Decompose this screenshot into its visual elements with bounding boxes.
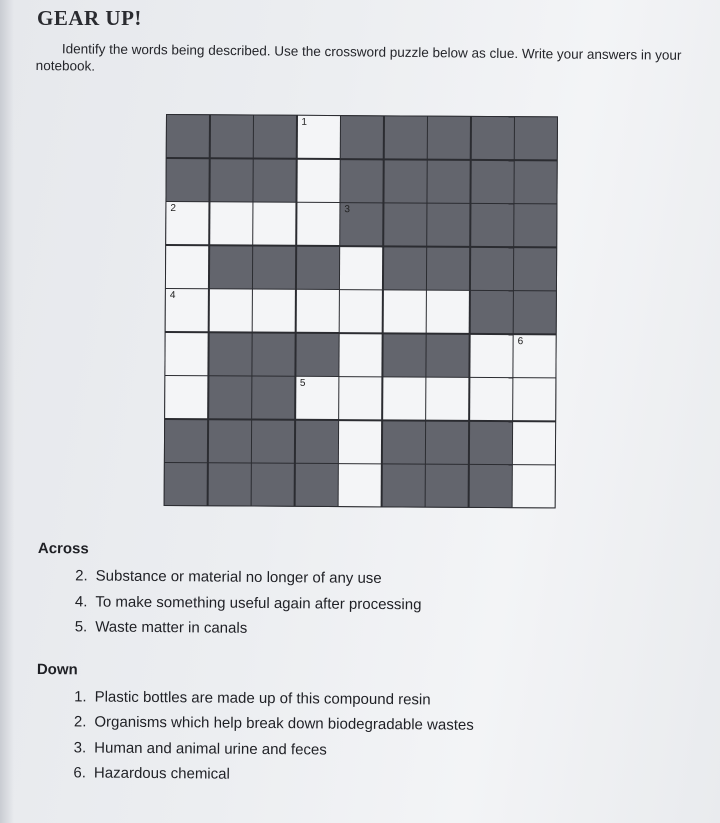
crossword-block-cell <box>471 117 513 159</box>
clue-text: Organisms which help break down biodegradable wastes <box>94 713 474 734</box>
crossword-block-cell <box>427 160 469 202</box>
crossword-block-cell <box>252 420 294 462</box>
crossword-answer-cell[interactable] <box>210 202 252 244</box>
across-list <box>37 563 638 645</box>
crossword-answer-cell[interactable] <box>297 116 339 158</box>
crossword-block-cell <box>209 333 251 375</box>
crossword-block-cell <box>384 203 426 245</box>
crossword-answer-cell[interactable] <box>513 335 555 377</box>
crossword-block-cell <box>165 420 207 462</box>
crossword-answer-cell[interactable] <box>339 421 381 463</box>
down-list <box>36 683 637 790</box>
crossword-block-cell <box>340 160 382 202</box>
cell-number: 1 <box>301 116 308 128</box>
crossword-answer-cell[interactable] <box>340 290 382 332</box>
crossword-block-cell <box>253 246 295 288</box>
crossword-answer-cell[interactable] <box>513 378 555 420</box>
crossword-block-cell <box>471 160 513 202</box>
crossword-block-cell <box>252 377 294 419</box>
clue-number: 2. <box>73 713 87 731</box>
clue-number: 2. <box>75 567 88 585</box>
page-title: GEAR UP! <box>37 6 142 30</box>
crossword-block-cell <box>382 421 424 463</box>
down-heading: Down <box>36 660 78 678</box>
crossword-block-cell <box>167 115 209 157</box>
crossword-block-cell <box>471 204 513 246</box>
crossword-answer-cell[interactable] <box>339 377 381 419</box>
clue-text: Plastic bottles are made up of this compound resin <box>94 688 431 708</box>
crossword-block-cell <box>252 333 294 375</box>
crossword-block-cell <box>340 203 382 245</box>
crossword-answer-cell[interactable] <box>339 464 381 506</box>
cell-number: 2 <box>170 203 177 215</box>
crossword-answer-cell[interactable] <box>426 378 468 420</box>
crossword-block-cell <box>166 159 208 201</box>
clue-number: 3. <box>73 738 87 756</box>
crossword-block-cell <box>208 463 250 505</box>
crossword-block-cell <box>514 161 556 203</box>
down-clue-6 <box>36 760 636 791</box>
crossword-answer-cell[interactable] <box>296 377 338 419</box>
page-shadow-edge <box>0 0 14 823</box>
crossword-answer-cell[interactable] <box>427 291 469 333</box>
crossword-block-cell <box>426 421 468 463</box>
crossword-block-cell <box>426 465 468 507</box>
crossword-block-cell <box>469 465 511 507</box>
crossword-answer-cell[interactable] <box>165 333 207 375</box>
down-block <box>36 660 637 790</box>
crossword-answer-cell[interactable] <box>470 378 512 420</box>
crossword-block-cell <box>469 421 511 463</box>
crossword-answer-cell[interactable] <box>166 202 208 244</box>
crossword-answer-cell[interactable] <box>166 289 208 331</box>
clue-number: 6. <box>73 764 87 782</box>
crossword-block-cell <box>427 204 469 246</box>
clue-number: 4. <box>74 592 88 610</box>
across-clue-5 <box>37 614 637 645</box>
crossword-answer-cell[interactable] <box>383 290 425 332</box>
crossword-answer-cell[interactable] <box>166 246 208 288</box>
crossword-block-cell <box>427 247 469 289</box>
crossword-block-cell <box>210 115 252 157</box>
crossword-answer-cell[interactable] <box>165 376 207 418</box>
crossword-block-cell <box>514 291 556 333</box>
crossword-block-cell <box>382 464 424 506</box>
crossword-block-cell <box>514 248 556 290</box>
crossword-answer-cell[interactable] <box>297 159 339 201</box>
clues-section <box>36 540 638 791</box>
crossword-grid <box>164 114 558 508</box>
clue-text: To make something useful again after processing <box>95 593 422 613</box>
crossword-answer-cell[interactable] <box>296 290 338 332</box>
across-heading: Across <box>37 540 89 558</box>
clue-text: Substance or material no longer of any use <box>95 567 382 588</box>
crossword-answer-cell[interactable] <box>339 334 381 376</box>
crossword-block-cell <box>514 204 556 246</box>
crossword-block-cell <box>296 333 338 375</box>
crossword-answer-cell[interactable] <box>470 334 512 376</box>
crossword-block-cell <box>210 159 252 201</box>
crossword-block-cell <box>383 334 425 376</box>
crossword-block-cell <box>209 246 251 288</box>
clue-text: Hazardous chemical <box>93 764 230 783</box>
cell-number: 3 <box>344 204 351 216</box>
crossword-block-cell <box>209 376 251 418</box>
crossword-block-cell <box>253 159 295 201</box>
crossword-block-cell <box>383 247 425 289</box>
crossword-block-cell <box>295 420 337 462</box>
clue-text: Human and animal urine and feces <box>94 738 327 759</box>
crossword-answer-cell[interactable] <box>209 289 251 331</box>
crossword-answer-cell[interactable] <box>513 465 555 507</box>
crossword-block-cell <box>470 247 512 289</box>
cell-number: 4 <box>169 290 176 302</box>
clue-text: Waste matter in canals <box>95 618 248 637</box>
crossword-block-cell <box>341 116 383 158</box>
crossword-answer-cell[interactable] <box>340 247 382 289</box>
crossword-block-cell <box>208 420 250 462</box>
crossword-answer-cell[interactable] <box>253 203 295 245</box>
crossword-block-cell <box>252 464 294 506</box>
clue-number: 1. <box>74 687 87 705</box>
crossword-block-cell <box>295 464 337 506</box>
cell-number: 6 <box>517 335 524 347</box>
crossword-answer-cell[interactable] <box>513 422 555 464</box>
instructions-text <box>36 40 696 81</box>
crossword-block-cell <box>426 334 468 376</box>
across-block <box>37 540 638 645</box>
crossword-answer-cell[interactable] <box>253 290 295 332</box>
crossword-block-cell <box>384 116 426 158</box>
crossword-block-cell <box>296 246 338 288</box>
crossword-answer-cell[interactable] <box>297 203 339 245</box>
crossword-block-cell <box>384 160 426 202</box>
cell-number: 5 <box>299 377 306 389</box>
crossword-block-cell <box>515 117 557 159</box>
crossword-block-cell <box>165 463 207 505</box>
clue-number: 5. <box>74 618 88 636</box>
instructions-body: Identify the words being described. Use the crossword puzzle below as clue. Write your answers in your notebook. <box>35 41 682 74</box>
crossword-answer-cell[interactable] <box>383 377 425 419</box>
crossword-block-cell <box>428 117 470 159</box>
crossword-block-cell <box>470 291 512 333</box>
crossword-block-cell <box>254 116 296 158</box>
